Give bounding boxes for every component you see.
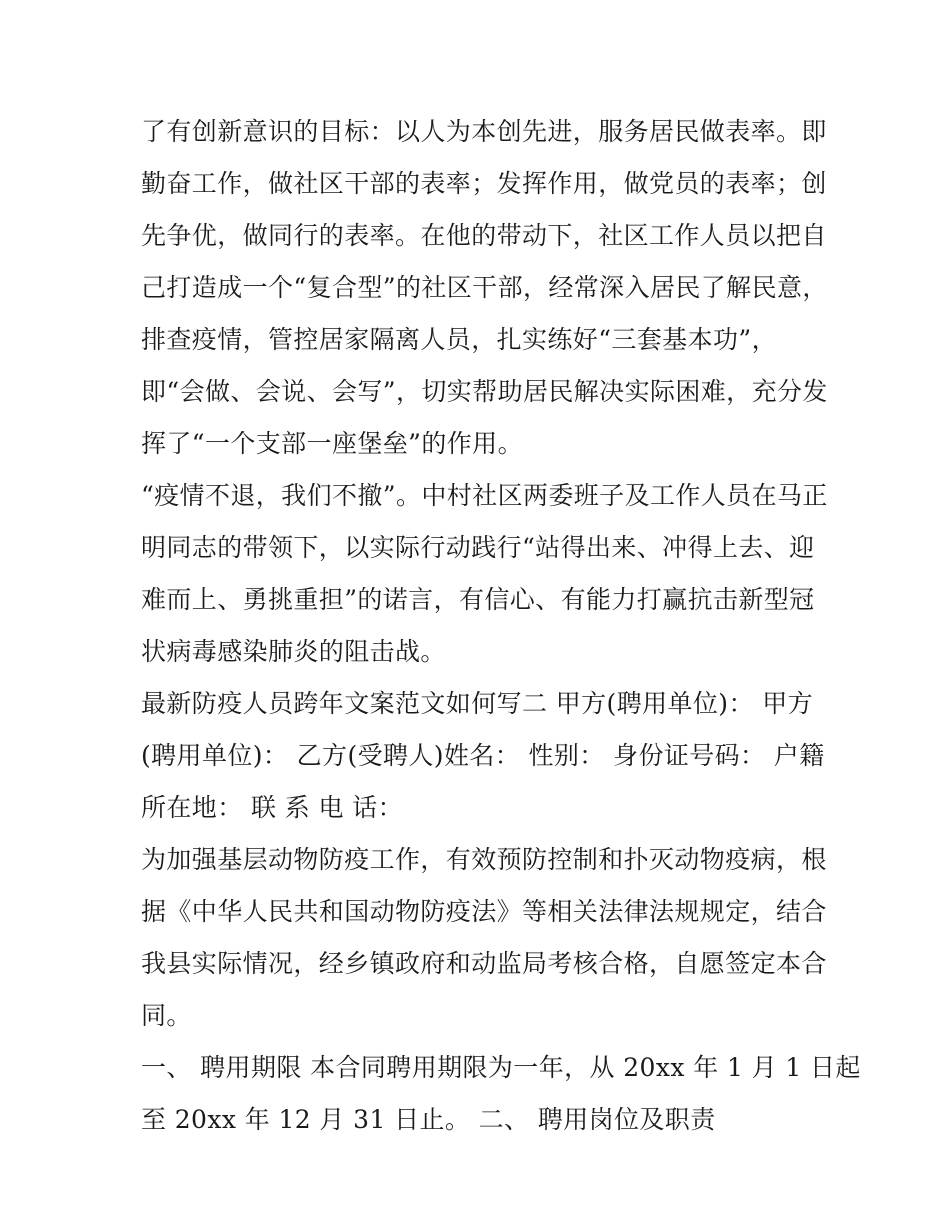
text-line: “疫情不退，我们不撤”。中村社区两委班子及工作人员在马正 bbox=[141, 481, 828, 510]
text-line: 为加强基层动物防疫工作，有效预防控制和扑灭动物疫病，根 bbox=[141, 845, 827, 874]
text-line: 先争优，做同行的表率。在他的带动下，社区工作人员以把自 bbox=[141, 221, 827, 250]
text-line: 难而上、勇挑重担”的诺言，有信心、有能力打赢抗击新型冠 bbox=[141, 585, 815, 614]
text-line: 挥了“一个支部一座堡垒”的作用。 bbox=[141, 429, 523, 458]
document-body bbox=[141, 106, 861, 1146]
text-line: 最新防疫人员跨年文案范文如何写二 甲方(聘用单位)： 甲方 bbox=[141, 689, 814, 718]
text-line: (聘用单位)： 乙方(受聘人)姓名： 性别： 身份证号码： 户籍 bbox=[141, 741, 825, 770]
text-line: 勤奋工作，做社区干部的表率；发挥作用，做党员的表率；创 bbox=[141, 169, 827, 198]
text-line: 了有创新意识的目标：以人为本创先进，服务居民做表率。即 bbox=[141, 117, 827, 146]
text-line: 所在地： 联 系 电 话： bbox=[141, 793, 403, 822]
text-line: 至 20xx 年 12 月 31 日止。 二、 聘用岗位及职责 bbox=[141, 1105, 716, 1134]
text-line: 状病毒感染肺炎的阻击战。 bbox=[141, 637, 446, 666]
text-line: 即“会做、会说、会写”，切实帮助居民解决实际困难，充分发 bbox=[141, 377, 828, 406]
text-line: 据《中华人民共和国动物防疫法》等相关法律法规规定，结合 bbox=[141, 897, 827, 926]
text-line: 排查疫情，管控居家隔离人员，扎实练好“三套基本功”， bbox=[141, 325, 777, 354]
text-line: 我县实际情况，经乡镇政府和动监局考核合格，自愿签定本合 bbox=[141, 949, 827, 978]
text-line: 己打造成一个“复合型”的社区干部，经常深入居民了解民意， bbox=[141, 273, 828, 302]
text-line: 同。 bbox=[141, 1001, 192, 1030]
text-line: 明同志的带领下，以实际行动践行“站得出来、冲得上去、迎 bbox=[141, 533, 815, 562]
text-line: 一、 聘用期限 本合同聘用期限为一年，从 20xx 年 1 月 1 日起 bbox=[141, 1053, 861, 1082]
